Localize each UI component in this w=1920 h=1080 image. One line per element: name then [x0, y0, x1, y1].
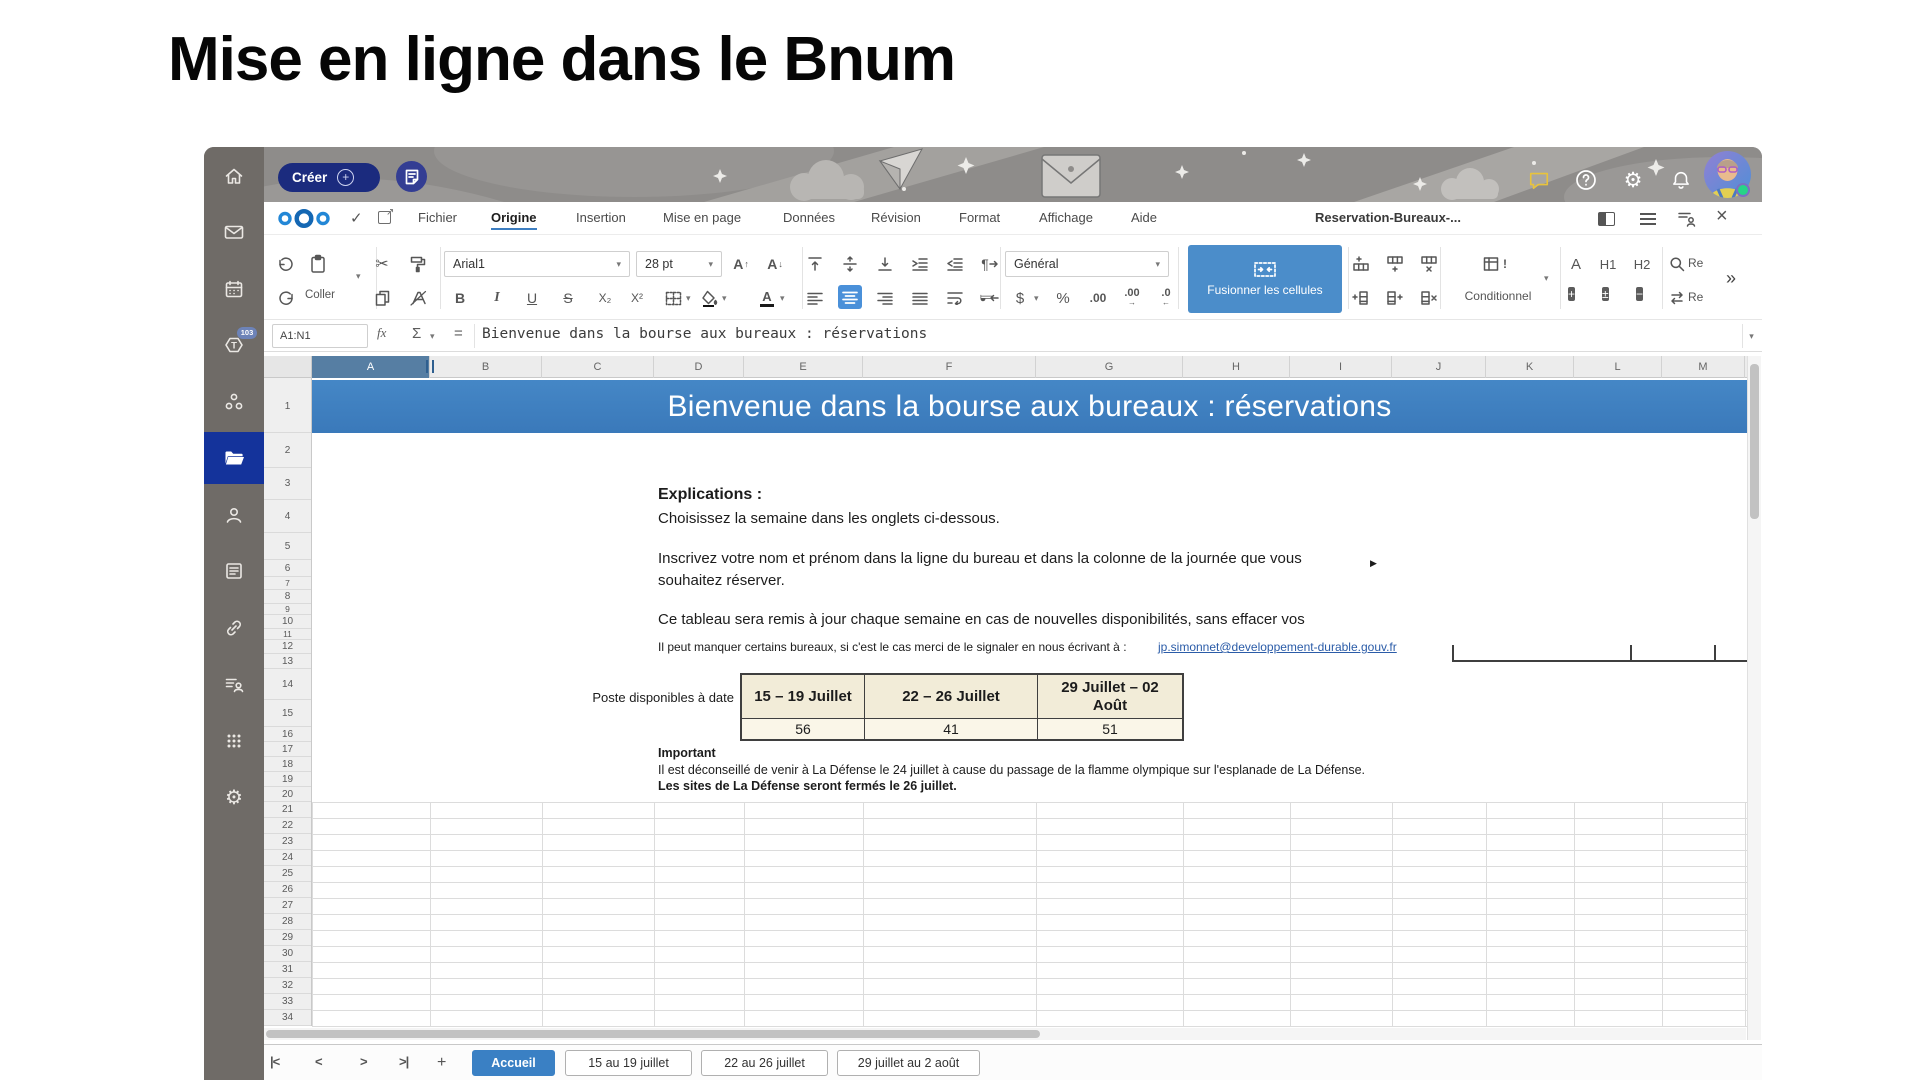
row-header-18[interactable]: 18: [264, 757, 311, 772]
gridline: [312, 946, 1747, 947]
font-size-select[interactable]: [636, 251, 722, 277]
row-header-2[interactable]: 2: [264, 433, 311, 468]
gridline: [312, 850, 1747, 851]
gridline: [312, 802, 313, 1026]
sheet-tab-15-au-19-juillet[interactable]: 15 au 19 juillet: [565, 1050, 692, 1076]
row-header-20[interactable]: 20: [264, 787, 311, 802]
separator: [1560, 247, 1561, 309]
decrease-font-button[interactable]: [762, 251, 788, 277]
arrow-down-icon: ↓: [778, 259, 783, 269]
create-button-label: Créer: [292, 170, 328, 185]
week1-header: 15 – 19 Juillet: [742, 675, 865, 718]
decrease-decimal-button[interactable]: [1154, 285, 1178, 311]
separator: [1440, 247, 1441, 309]
row-header-9[interactable]: 9: [264, 604, 311, 615]
sheet-tab-29-juillet-au-2-août[interactable]: 29 juillet au 2 août: [837, 1050, 980, 1076]
document-icon: [223, 560, 245, 582]
insert-row-below-button[interactable]: [1384, 251, 1406, 277]
sidebar-item-circles[interactable]: [222, 390, 246, 414]
arrow-up-icon: ↑: [744, 259, 749, 269]
column-header-E[interactable]: E: [744, 356, 863, 378]
page-title: Mise en ligne dans le Bnum: [168, 25, 956, 94]
first-sheet-button[interactable]: |<: [270, 1054, 280, 1069]
comma-style-button[interactable]: .00: [1089, 291, 1107, 305]
cut-button[interactable]: ✂: [375, 256, 389, 273]
undo-button[interactable]: [274, 251, 298, 277]
decrease-indent-button[interactable]: [944, 251, 966, 277]
gridline: [312, 962, 1747, 963]
paste-button[interactable]: [306, 251, 330, 277]
arrow: ←: [1162, 298, 1170, 307]
column-header-L[interactable]: L: [1574, 356, 1662, 378]
fill-color-caret-icon[interactable]: ▾: [722, 293, 727, 303]
row-header-27[interactable]: 27: [264, 898, 311, 914]
gridline: [312, 818, 1747, 819]
caret-down-icon: ▾: [616, 258, 621, 269]
row-header-28[interactable]: 28: [264, 914, 311, 930]
bold-button[interactable]: B: [454, 290, 466, 306]
separator: [1348, 247, 1349, 309]
sidebar-item-files[interactable]: [222, 446, 246, 470]
sidebar-item-notes[interactable]: [222, 559, 246, 583]
home-icon: [223, 165, 245, 187]
week2-count: 41: [865, 719, 1038, 739]
row-header-19[interactable]: 19: [264, 772, 311, 787]
talk-button[interactable]: [1526, 167, 1552, 193]
availability-values-row: [742, 718, 1182, 739]
merge-cells-button[interactable]: [1188, 245, 1342, 313]
column-header-C[interactable]: C: [542, 356, 654, 378]
week3-count: 51: [1102, 720, 1118, 737]
gridline: [542, 802, 543, 1026]
link-icon: [223, 617, 245, 639]
column-headers: [312, 356, 1747, 378]
fill-color-button[interactable]: [698, 285, 720, 311]
spreadsheet-grid: [264, 352, 1762, 1044]
gear-icon: ⚙: [225, 786, 243, 809]
gridline: [312, 834, 1747, 835]
next-sheet-button[interactable]: >: [360, 1054, 367, 1069]
minus-icon: −: [1636, 287, 1644, 301]
column-header-B[interactable]: B: [430, 356, 542, 378]
style-heading1-button[interactable]: H1: [1599, 256, 1617, 272]
gridline: [1486, 802, 1487, 1026]
menu-aide[interactable]: Aide: [1131, 210, 1158, 225]
menu-format[interactable]: Format: [959, 210, 1001, 225]
column-header-D[interactable]: D: [654, 356, 744, 378]
settings-button[interactable]: [1620, 167, 1646, 193]
fx-icon[interactable]: fx: [377, 325, 387, 340]
important-heading[interactable]: Important: [658, 746, 716, 760]
increase-font-button[interactable]: [728, 251, 754, 277]
gridline: [1036, 802, 1037, 1026]
gridline: [312, 866, 1747, 867]
sidebar-item-apps[interactable]: [222, 729, 246, 753]
format-painter-button[interactable]: [406, 251, 430, 277]
rotate-text-button[interactable]: [979, 285, 1001, 311]
caret-down-icon: ▾: [708, 258, 713, 269]
help-button[interactable]: [1573, 167, 1599, 193]
sidebar-item-calendar[interactable]: [222, 277, 246, 301]
currency-button[interactable]: $: [1015, 289, 1025, 307]
save-status-check[interactable]: ✓: [350, 210, 363, 227]
row-header-13[interactable]: 13: [264, 654, 311, 669]
insert-column-right-button[interactable]: [1384, 285, 1406, 311]
circles-icon: [223, 391, 245, 413]
line-write-name-a[interactable]: Inscrivez votre nom et prénom dans la ligne du bureau et dans la colonne de la journée que vous: [658, 550, 1302, 567]
column-header-G[interactable]: G: [1036, 356, 1183, 378]
gridline: [312, 1010, 1747, 1011]
style-minus-button[interactable]: [1636, 285, 1643, 311]
column-header-M[interactable]: M: [1662, 356, 1745, 378]
clear-style-button[interactable]: [406, 285, 430, 311]
name-box[interactable]: A1:N1: [272, 324, 368, 348]
gridline: [312, 1026, 1747, 1027]
mail-icon: [223, 221, 245, 243]
important-line1[interactable]: Il est déconseillé de venir à La Défense le 24 juillet à cause du passage de la flamme olympique sur l'esplanade de La Défense.: [658, 763, 1365, 777]
sidebar-item-activity[interactable]: [222, 672, 246, 696]
align-right-button[interactable]: [874, 285, 896, 311]
conditional-caret-icon[interactable]: ▾: [1544, 273, 1549, 283]
copy-button[interactable]: [370, 285, 394, 311]
spreadsheet-editor: [264, 202, 1762, 1080]
menu-données[interactable]: Données: [783, 210, 836, 225]
prev-sheet-button[interactable]: <: [315, 1054, 322, 1069]
gridline: [312, 882, 1747, 883]
row-header-10[interactable]: 10: [264, 615, 311, 629]
vertical-scrollbar-thumb[interactable]: [1750, 364, 1759, 519]
row-header-29[interactable]: 29: [264, 930, 311, 946]
align-top-button[interactable]: [804, 251, 826, 277]
cell-border: [1714, 645, 1716, 660]
row-header-25[interactable]: 25: [264, 866, 311, 882]
borders-caret-icon[interactable]: ▾: [686, 293, 691, 303]
text-orientation-button[interactable]: [979, 251, 1001, 277]
gridline: [430, 802, 431, 1026]
gridline: [1574, 802, 1575, 1026]
sidebar-item-home[interactable]: [222, 164, 246, 188]
style-normal-button[interactable]: A: [1570, 255, 1581, 273]
borders-button[interactable]: [662, 285, 684, 311]
column-header-H[interactable]: H: [1183, 356, 1290, 378]
sigma-caret-icon[interactable]: ▾: [430, 331, 435, 341]
number-format-select[interactable]: [1005, 251, 1169, 277]
row-header-1[interactable]: 1: [264, 380, 311, 433]
sheet-tab-22-au-26-juillet[interactable]: 22 au 26 juillet: [701, 1050, 828, 1076]
row-header-33[interactable]: 33: [264, 994, 311, 1010]
line-weekly-update[interactable]: Ce tableau sera remis à jour chaque semaine en cas de nouvelles disponibilités, sans effacer vos: [658, 611, 1305, 628]
row-header-22[interactable]: 22: [264, 818, 311, 834]
chat-icon: [1528, 169, 1550, 191]
plus-circle-icon: +: [337, 169, 354, 186]
comments-list-icon[interactable]: [1678, 211, 1696, 227]
conditional-format-label[interactable]: Conditionnel: [1464, 289, 1532, 303]
sigma-icon[interactable]: Σ: [412, 325, 422, 342]
gridline: [654, 802, 655, 1026]
line-write-name-b[interactable]: souhaitez réserver.: [658, 572, 785, 589]
row-header-17[interactable]: 17: [264, 742, 311, 757]
menu-révision[interactable]: Révision: [871, 210, 921, 225]
label: .00: [1124, 287, 1140, 299]
toolbar-more-button[interactable]: »: [1725, 267, 1736, 288]
percent-button[interactable]: %: [1056, 289, 1070, 307]
cell-border: [1452, 660, 1747, 662]
sheet-banner-text: Bienvenue dans la bourse aux bureaux : réservations: [667, 389, 1392, 423]
gridline: [312, 914, 1747, 915]
close-icon[interactable]: ×: [1716, 205, 1728, 227]
row-header-5[interactable]: 5: [264, 533, 311, 560]
gridline: [744, 802, 745, 1026]
align-middle-button[interactable]: [839, 251, 861, 277]
row-header-11[interactable]: 11: [264, 629, 311, 640]
calendar-icon: [223, 278, 245, 300]
create-button[interactable]: [278, 163, 380, 192]
list-view-icon[interactable]: [1640, 213, 1656, 225]
separator: [1178, 247, 1179, 309]
editor-toolbar: [264, 235, 1762, 320]
menu-fichier[interactable]: Fichier: [418, 210, 458, 225]
sidebar-item-settings[interactable]: [222, 785, 246, 809]
merge-cells-icon: [1254, 262, 1276, 277]
wrap-text-button[interactable]: [944, 285, 966, 311]
letter: A: [762, 288, 772, 304]
grid-dots-icon: [223, 730, 245, 752]
row-header-14[interactable]: 14: [264, 669, 311, 700]
paste-label[interactable]: Coller: [304, 289, 336, 301]
contact-email-link[interactable]: jp.simonnet@developpement-durable.gouv.fr: [1158, 640, 1397, 654]
separator: [802, 247, 803, 309]
column-header-K[interactable]: K: [1486, 356, 1574, 378]
exclamation: !: [1503, 257, 1507, 271]
overflow-marker-icon: ▶: [1370, 558, 1377, 568]
notes-button[interactable]: [396, 161, 427, 192]
svg-text:T: T: [231, 340, 237, 352]
envelope-icon: [1042, 155, 1100, 197]
gridline: [1662, 802, 1663, 1026]
row-header-6[interactable]: 6: [264, 560, 311, 577]
increase-decimal-button[interactable]: [1120, 285, 1144, 311]
notification-badge: 103: [237, 327, 257, 339]
bell-icon: [1670, 169, 1692, 191]
pilcrow-rotated-icon: ¶: [977, 294, 993, 302]
label: .0: [1161, 287, 1171, 299]
delete-row-button[interactable]: [1418, 251, 1440, 277]
subscript-button[interactable]: X₂: [598, 291, 612, 305]
italic-button[interactable]: I: [494, 290, 500, 305]
list-person-icon: [223, 673, 245, 695]
gridline: [1392, 802, 1393, 1026]
style-plusminus-button[interactable]: [1602, 285, 1609, 311]
important-line2[interactable]: Les sites de La Défense seront fermés le 26 juillet.: [658, 779, 957, 793]
gridline: [312, 802, 1747, 803]
row-headers: [264, 378, 312, 1026]
insert-row-button[interactable]: [1350, 251, 1372, 277]
explanations-heading[interactable]: Explications :: [658, 486, 763, 503]
separator: [1662, 247, 1663, 309]
availability-header-row: [742, 675, 1182, 718]
sidebar-item-links[interactable]: [222, 616, 246, 640]
week2-header: 22 – 26 Juillet: [865, 675, 1038, 718]
availability-table[interactable]: [740, 673, 1184, 741]
expand-formula-bar-button[interactable]: ▾: [1742, 324, 1760, 348]
row-header-3[interactable]: 3: [264, 468, 311, 500]
letter: A: [767, 256, 778, 272]
search-button[interactable]: [1666, 251, 1688, 277]
sidebar-item-contacts[interactable]: [222, 503, 246, 527]
row-header-32[interactable]: 32: [264, 978, 311, 994]
search-label-truncated[interactable]: Re: [1688, 256, 1704, 270]
underline-button[interactable]: U: [526, 290, 538, 306]
add-sheet-button[interactable]: +: [437, 1054, 446, 1071]
active-highlight: [838, 285, 862, 309]
font-color-caret-icon[interactable]: ▾: [780, 293, 785, 303]
app-sidebar: [204, 147, 264, 1080]
equals-icon[interactable]: =: [454, 325, 463, 342]
row-header-16[interactable]: 16: [264, 727, 311, 742]
editor-menubar: [264, 202, 1762, 235]
column-header-A[interactable]: A: [312, 356, 430, 378]
menu-insertion[interactable]: Insertion: [576, 210, 626, 225]
sheet-tab-bar: [264, 1044, 1762, 1080]
row-header-8[interactable]: 8: [264, 590, 311, 604]
replace-label-truncated[interactable]: Re: [1688, 290, 1704, 304]
letter: A: [733, 256, 744, 272]
sidebar-item-mail[interactable]: [222, 220, 246, 244]
external-link-arrow: ↗: [386, 207, 395, 218]
formula-input[interactable]: Bienvenue dans la bourse aux bureaux : réservations: [482, 326, 928, 342]
row-header-7[interactable]: 7: [264, 577, 311, 590]
align-bottom-button[interactable]: [874, 251, 896, 277]
increase-indent-button[interactable]: [909, 251, 931, 277]
caret-down-icon: ▾: [1155, 258, 1160, 269]
gridline: [1745, 802, 1746, 1026]
menu-mise-en-page[interactable]: Mise en page: [663, 210, 742, 225]
week3-header: 29 Juillet – 02 Août: [1061, 679, 1159, 714]
insert-column-button[interactable]: [1350, 285, 1372, 311]
missing-desk-note[interactable]: Il peut manquer certains bureaux, si c'est le cas merci de le signaler en nous écrivant à :: [658, 640, 1127, 654]
vertical-scrollbar[interactable]: [1747, 356, 1761, 1040]
row-header-21[interactable]: 21: [264, 802, 311, 818]
row-header-31[interactable]: 31: [264, 962, 311, 978]
row-header-15[interactable]: 15: [264, 700, 311, 727]
office-logo: [276, 207, 332, 230]
cell-border: [1630, 645, 1632, 660]
row-header-12[interactable]: 12: [264, 640, 311, 654]
column-header-I[interactable]: I: [1290, 356, 1392, 378]
font-name-select[interactable]: [444, 251, 630, 277]
select-all-corner[interactable]: [264, 356, 312, 378]
row-header-23[interactable]: 23: [264, 834, 311, 850]
menu-origine[interactable]: Origine: [491, 210, 537, 230]
column-resize-marker[interactable]: [426, 360, 434, 373]
question-icon: [1575, 169, 1597, 191]
row-header-24[interactable]: 24: [264, 850, 311, 866]
horizontal-scrollbar-thumb[interactable]: [266, 1030, 1040, 1038]
superscript-button[interactable]: X²: [631, 291, 643, 305]
number-format-value: Général: [1014, 257, 1059, 271]
gridline: [1183, 802, 1184, 1026]
delete-column-button[interactable]: [1418, 285, 1440, 311]
align-center-button[interactable]: [838, 285, 862, 311]
pilcrow-icon: ¶: [981, 256, 989, 272]
last-sheet-button[interactable]: >|: [399, 1054, 409, 1069]
gridline: [312, 994, 1747, 995]
justify-button[interactable]: [909, 285, 931, 311]
person-icon: [223, 504, 245, 526]
arrow: →: [1128, 298, 1136, 307]
gridline: [1290, 802, 1291, 1026]
currency-caret-icon[interactable]: ▾: [1034, 293, 1039, 303]
separator: [440, 247, 441, 309]
menu-affichage[interactable]: Affichage: [1039, 210, 1093, 225]
availability-label[interactable]: Poste disponibles à date: [592, 690, 734, 705]
font-color-button[interactable]: [756, 285, 778, 311]
row-header-30[interactable]: 30: [264, 946, 311, 962]
conditional-format-icon[interactable]: [1480, 251, 1510, 277]
week1-count: 56: [742, 719, 865, 739]
style-heading2-button[interactable]: H2: [1633, 256, 1651, 272]
merged-title-cell[interactable]: [312, 380, 1747, 433]
nextcloud-header: [204, 147, 1762, 202]
replace-button[interactable]: [1666, 285, 1688, 311]
online-status-dot: [1736, 183, 1750, 197]
folder-icon: [223, 447, 245, 469]
horizontal-scrollbar[interactable]: [264, 1028, 1746, 1040]
sheet-tab-accueil[interactable]: Accueil: [472, 1050, 555, 1076]
align-left-button[interactable]: [804, 285, 826, 311]
cell-border: [1452, 645, 1454, 660]
font-name-value: Arial1: [453, 257, 485, 271]
gridline: [312, 930, 1747, 931]
gridline: [863, 802, 864, 1026]
gear-icon: ⚙: [1623, 168, 1643, 192]
gridline: [312, 898, 1747, 899]
style-plus-button[interactable]: [1568, 285, 1575, 311]
notifications-button[interactable]: [1668, 167, 1694, 193]
paste-caret-icon[interactable]: ▾: [356, 271, 361, 281]
row-header-4[interactable]: 4: [264, 500, 311, 533]
color-swatch: [760, 304, 774, 307]
row-header-34[interactable]: 34: [264, 1010, 311, 1026]
strikethrough-button[interactable]: S: [563, 290, 573, 306]
nextcloud-window: [204, 147, 1762, 1080]
merge-cells-label: Fusionner les cellules: [1207, 282, 1323, 297]
plus-icon: +: [1568, 287, 1576, 301]
separator: [474, 324, 475, 348]
formula-bar: [264, 320, 1762, 352]
gridline: [312, 978, 1747, 979]
note-icon: [404, 169, 420, 185]
panel-toggle-icon[interactable]: [1598, 212, 1615, 226]
document-title: Reservation-Bureaux-...: [1315, 210, 1461, 225]
font-size-value: 28 pt: [645, 257, 673, 271]
row-header-26[interactable]: 26: [264, 882, 311, 898]
line-choose-week[interactable]: Choisissez la semaine dans les onglets ci-dessous.: [658, 510, 1000, 527]
column-header-J[interactable]: J: [1392, 356, 1486, 378]
column-header-F[interactable]: F: [863, 356, 1036, 378]
plusminus-icon: ±: [1602, 287, 1609, 301]
